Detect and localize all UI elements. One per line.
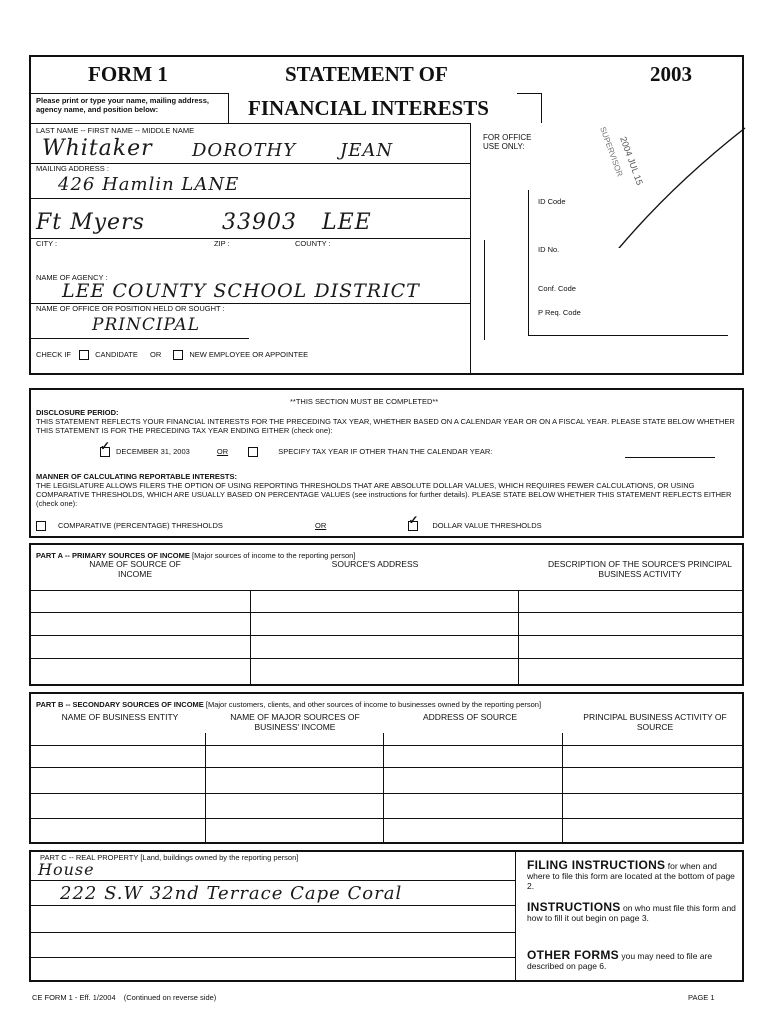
zip-value: 33903: [222, 210, 297, 235]
part-b-title-row: [36, 700, 541, 709]
county-label: COUNTY :: [295, 239, 331, 248]
candidate-label: CANDIDATE: [95, 350, 138, 359]
part-a-col3-header: DESCRIPTION OF THE SOURCE'S PRINCIPAL BUSINESS ACTIVITY: [547, 559, 733, 579]
first-name-value: DOROTHY: [192, 140, 297, 161]
id-no-label: ID No.: [538, 245, 560, 254]
filing-head: FILING INSTRUCTIONS: [527, 858, 666, 872]
conf-code-label: Conf. Code: [538, 284, 576, 293]
period-or: OR: [216, 447, 229, 456]
address-value: 426 Hamlin LANE: [58, 174, 240, 195]
part-a-col2-header: SOURCE'S ADDRESS: [331, 559, 419, 569]
part-a-title: PART A -- PRIMARY SOURCES OF INCOME: [36, 551, 190, 560]
period-label: DISCLOSURE PERIOD:: [36, 408, 119, 417]
disclosure-section: [29, 388, 744, 538]
threshold-or: OR: [314, 521, 327, 530]
city-label: CITY :: [36, 239, 58, 248]
filing-instructions: [527, 860, 739, 891]
page-number: PAGE 1: [688, 993, 715, 1002]
part-c-line2-value: 222 S.W 32nd Terrace Cape Coral: [60, 883, 403, 904]
other-tax-year-label: SPECIFY TAX YEAR IF OTHER THAN THE CALENDAR YEAR:: [278, 447, 493, 456]
p-req-code-label: P Req. Code: [538, 308, 581, 317]
agency-label: NAME OF AGENCY :: [36, 273, 108, 282]
form-year: 2003: [650, 62, 692, 86]
dec-31-checkbox[interactable]: [100, 447, 110, 457]
dollar-label: DOLLAR VALUE THRESHOLDS: [432, 521, 542, 530]
part-b-col3-header: ADDRESS OF SOURCE: [423, 712, 517, 722]
part-c-line1-value: House: [38, 860, 95, 879]
instr-text: on who must file this form and how to fill it out begin on page 3.: [527, 903, 736, 923]
title-line1: STATEMENT OF: [285, 62, 448, 86]
other-text: you may need to file are described on page 6.: [527, 951, 713, 971]
manner-label: MANNER OF CALCULATING REPORTABLE INTERESTS:: [36, 472, 237, 481]
agency-value: LEE COUNTY SCHOOL DISTRICT: [62, 280, 420, 302]
must-complete-note: **THIS SECTION MUST BE COMPLETED**: [290, 397, 439, 406]
part-a-col1-header: NAME OF SOURCE OF INCOME: [89, 559, 181, 579]
office-use-label: FOR OFFICE USE ONLY:: [483, 133, 532, 151]
stamp-text-2: SUPERVISOR: [598, 125, 625, 178]
address-label: MAILING ADDRESS :: [36, 164, 109, 173]
stamp-text-1: 2004 JUL 15: [618, 135, 645, 187]
candidate-checkbox[interactable]: [79, 350, 89, 360]
comparative-label: COMPARATIVE (PERCENTAGE) THRESHOLDS: [58, 521, 223, 530]
part-b-col2-header: NAME OF MAJOR SOURCES OF BUSINESS' INCOME: [230, 712, 360, 732]
filing-text: for when and where to file this form are located at the bottom of page 2.: [527, 861, 735, 891]
check-if-row: [36, 350, 308, 360]
name-label: LAST NAME -- FIRST NAME -- MIDDLE NAME: [36, 126, 195, 135]
period-options: [100, 447, 492, 457]
part-b-col1-header: NAME OF BUSINESS ENTITY: [61, 712, 179, 722]
part-b-subtitle: [Major customers, clients, and other sources of income to businesses owned by the reporting person]: [205, 700, 542, 709]
title-line2: FINANCIAL INTERESTS: [248, 96, 489, 120]
dollar-checkbox[interactable]: [408, 521, 418, 531]
check-if-label: CHECK IF: [36, 350, 72, 359]
period-text: THIS STATEMENT REFLECTS YOUR FINANCIAL INTERESTS FOR THE PRECEDING TAX YEAR, WHETHER BASED ON A CALENDAR YEAR OR ON A FISCAL YEAR. PLEASE STATE BELOW WHETHER THIS STATEMENT IS FOR THE PRECEDING TAX YEAR ENDING EITHER (check one):: [36, 417, 735, 435]
print-instructions: Please print or type your name, mailing address, agency name, and position below:: [36, 96, 209, 114]
form-id: CE FORM 1 - Eff. 1/2004: [32, 993, 116, 1002]
manner-text: THE LEGISLATURE ALLOWS FILERS THE OPTION OF USING REPORTING THRESHOLDS THAT ARE ABSOLUTE DOLLAR VALUES, WHICH REQUIRES FEWER CALCULATIONS, OR USING COMPARATIVE THRESHOLDS, WHICH ARE USUALLY BASED ON PERCENTAGE VALUES (see instructions for further details). PLEASE STATE BELOW WHETHER THIS STATEMENT REFLECTS EITHER (check one):: [36, 481, 732, 508]
part-a-subtitle: [Major sources of income to the reporting person]: [192, 551, 356, 560]
last-name-value: Whitaker: [42, 136, 153, 161]
continued-note: (Continued on reverse side): [123, 993, 217, 1002]
dec-31-label: DECEMBER 31, 2003: [116, 447, 190, 456]
new-employee-checkbox[interactable]: [173, 350, 183, 360]
county-value: LEE: [322, 210, 372, 235]
footer-form-id: [32, 993, 216, 1002]
other-tax-year-checkbox[interactable]: [248, 447, 258, 457]
instr-head: INSTRUCTIONS: [527, 900, 621, 914]
part-a-title-row: [36, 551, 355, 560]
threshold-options: [36, 521, 736, 531]
part-b-col4-header: PRINCIPAL BUSINESS ACTIVITY OF SOURCE: [583, 712, 727, 732]
part-c-title: PART C -- REAL PROPERTY: [40, 853, 139, 862]
or-label: OR: [149, 350, 162, 359]
received-stamp: [590, 98, 750, 248]
stamp-graphic: [590, 98, 750, 248]
new-employee-label: NEW EMPLOYEE OR APPOINTEE: [189, 350, 309, 359]
how-to-instructions: [527, 902, 739, 923]
other-head: OTHER FORMS: [527, 948, 619, 962]
middle-name-value: JEAN: [340, 140, 394, 161]
zip-label: ZIP :: [214, 239, 230, 248]
position-value: PRINCIPAL: [92, 315, 200, 335]
part-c-subtitle: [Land, buildings owned by the reporting person]: [140, 853, 299, 862]
other-forms-note: [527, 950, 739, 971]
comparative-checkbox[interactable]: [36, 521, 46, 531]
part-b-title: PART B -- SECONDARY SOURCES OF INCOME: [36, 700, 204, 709]
form-name: FORM 1: [88, 62, 168, 86]
id-code-label: ID Code: [538, 197, 566, 206]
position-label: NAME OF OFFICE OR POSITION HELD OR SOUGHT :: [36, 304, 225, 313]
city-value: Ft Myers: [36, 210, 145, 235]
